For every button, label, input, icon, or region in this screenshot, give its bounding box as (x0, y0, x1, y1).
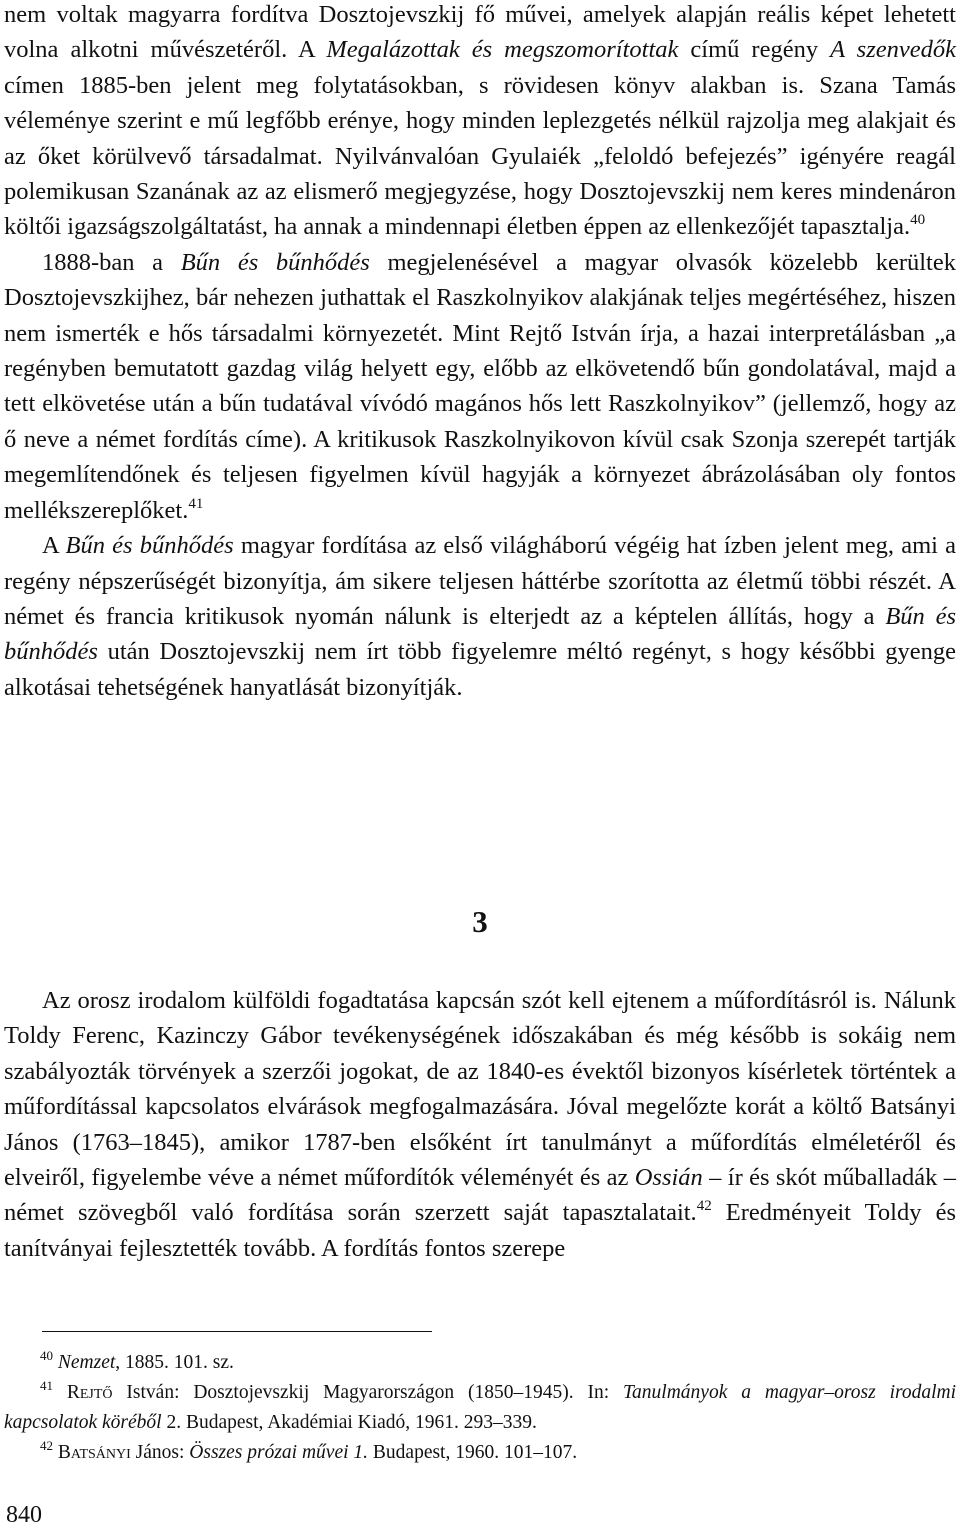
text-run: Bűn és bűnhődés (180, 248, 370, 276)
text-run: Bűn és bűnhődés (4, 602, 956, 666)
text-run: – ír és skót műballadák – német szövegből való fordítása során szerzett saját tapasztalatait. (4, 1164, 957, 1227)
text-run: Eredményeit Toldy és tanítványai fejlesztették tovább. A fordítás fontos szerepe (4, 1199, 956, 1262)
text-run: Ossián (634, 1164, 703, 1192)
footnote-separator (42, 1331, 432, 1332)
text-run: , 1885. 101. sz. (115, 1352, 234, 1373)
text-run: Az orosz irodalom külföldi fogadtatása kapcsán szót kell ejtenem a műfordításról is. Nálunk Toldy Ferenc, Kazinczy Gábor tevékenységének időszakában és még később is sokáig nem szabályozták törvények a szerzői jogokat, de az 1840-es évektől bizonyos kísérletek történtek a műfordítással kapcsolatos elvárások megfogalmazására. Jóval megelőzte korát a költő Batsányi János (1763–1845), amikor 1787-ben elsőként írt tanulmányt a műfordítás elméletéről és elveiről, figyelembe véve a német műfordítók véleményét és az (4, 987, 956, 1192)
text-run: Megalázottak és megszomorítottak (326, 36, 679, 64)
footnote-41 (4, 1378, 956, 1438)
section-heading: 3 (472, 904, 488, 939)
text-run: magyar fordítása az első világháború végéig hat ízben jelent meg, ami a regény népszerűségét bizonyítja, ám sikere teljesen háttérbe szorította az életmű többi részét. A német és francia kritikusok nyomán nálunk is elterjedt az a képtelen állítás, hogy a (4, 532, 956, 630)
text-run: A szenvedők (830, 36, 956, 64)
body-text (4, 0, 956, 705)
footnote-ref: 42 (696, 1198, 712, 1215)
text-run: Rejtő (66, 1382, 113, 1403)
paragraph-3 (4, 528, 956, 705)
footnotes (4, 1348, 956, 1468)
paragraph-2 (4, 245, 956, 528)
page-number: 840 (6, 1502, 42, 1528)
text-run: János: (130, 1442, 190, 1463)
section-paragraph-1 (4, 983, 956, 1266)
text-run: 1888-ban a (42, 248, 181, 276)
text-run: nem voltak magyarra fordítva Dosztojevszkij fő művei, amelyek alapján reális képet lehetett volna alkotni művészetéről. A (4, 1, 956, 64)
footnote-ref: 41 (188, 495, 204, 512)
text-run: címen 1885-ben jelent meg folytatásokban, s rövidesen könyv alakban is. Szana Tamás véleménye szerint e mű legfőbb erénye, hogy minden leplezgetés nélkül rajzolja meg alakjait és az őket körülvevő társadalmat. Nyilvánvalóan Gyulaiék „feloldó befejezés” igényére reagál polemikusan Szanának az az elismerő megjegyzése, hogy Dosztojevszkij nem keres mindenáron költői igazságszolgáltatást, ha annak a mindennapi életben éppen az ellenkezőjét tapasztalja. (4, 71, 956, 241)
text-run: Budapest, 1960. 101–107. (368, 1442, 578, 1463)
footnote-ref: 42 (40, 1438, 53, 1453)
text-run: István: Dosztojevszkij Magyarországon (1850–1945). In: (112, 1382, 623, 1403)
footnote-42 (4, 1438, 956, 1468)
footnote-ref: 40 (910, 212, 926, 229)
text-run (53, 1382, 67, 1403)
text-run: megjelenésével a magyar olvasók közelebb kerültek Dosztojevszkijhez, bár nehezen juthattak el Raszkolnyikov alakjának teljes megértéséhez, hiszen nem ismerték e hős társadalmi környezetét. Mint Rejtő István írja, a hazai interpretálásban „a regényben bemutatott gazdag világ helyett egy, előbb az elkövetendő bűn gondolatával, majd a tett elkövetése után a bűn tudatával vívódó magános hős lett Raszkolnyikov” (jellemző, hogy az ő neve a német fordítás címe). A kritikusok Raszkolnyikovon kívül csak Szonja szerepét tartják megemlítendőnek és teljesen figyelmen kívül hagyják a környezet ábrázolásában oly fontos mellékszereplőket. (4, 248, 956, 524)
text-run: A (42, 532, 66, 560)
footnote-40 (4, 1348, 956, 1378)
text-run: Tanulmányok a magyar–orosz irodalmi kapcsolatok köréből (4, 1382, 957, 1433)
paragraph-1 (4, 0, 956, 245)
section-3-text (4, 983, 956, 1266)
text-run: Nemzet (57, 1352, 116, 1373)
text-run: Batsányi (57, 1442, 131, 1463)
text-run: után Dosztojevszkij nem írt több figyelemre méltó regényt, s hogy későbbi gyenge alkotásai tehetségének hanyatlását bizonyítják. (4, 638, 956, 701)
text-run: című regény (678, 36, 831, 64)
footnote-ref: 40 (40, 1348, 53, 1363)
footnote-ref: 41 (40, 1378, 53, 1393)
text-run: Összes prózai művei 1. (189, 1442, 369, 1463)
text-run: 2. Budapest, Akadémiai Kiadó, 1961. 293–339. (161, 1412, 537, 1433)
document-page (4, 0, 956, 1538)
text-run: Bűn és bűnhődés (65, 532, 234, 560)
